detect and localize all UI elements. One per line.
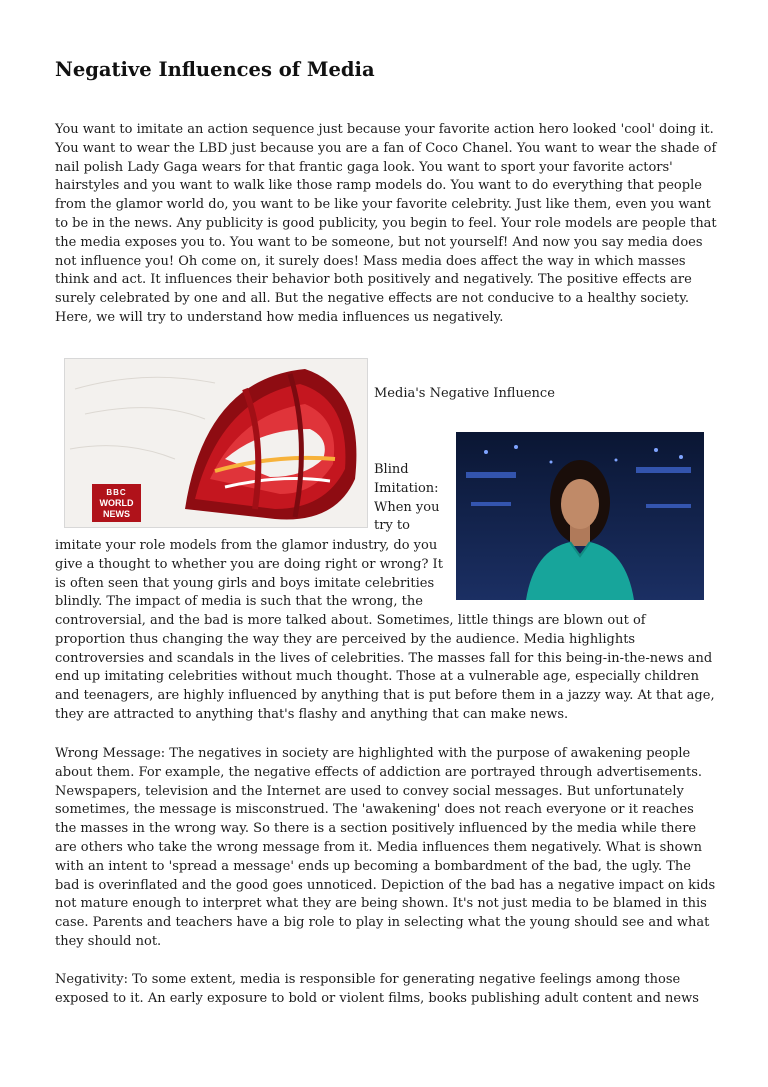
bbc-logo bbox=[92, 484, 141, 522]
blind-imitation-paragraph: controversial, and the bad is more talked about. Sometimes, little things are blown out of proportion thus changing the way they are perceived by the audience. Media highlights controversies and scandals in the lives of celebrities. The masses fall for this being-in-the-news and end up imitating celebrities without much thought. Those at a vulnerable age, especially children and teenagers, are highly influenced by anything that is put before them in a jazzy way. At that age, they are attracted to anything that's flashy and anything that can make news. bbox=[55, 613, 715, 722]
page-title: Negative Influences of Media bbox=[55, 58, 375, 81]
bbc-logo-line1: BBC bbox=[106, 488, 127, 497]
wrong-message-paragraph: Wrong Message: The negatives in society are highlighted with the purpose of awakening people about them. For example, the negative effects of addiction are portrayed through advertisements. Newspapers, television and the Internet are used to convey social messages. But unfortunately sometimes, the message is misconstrued. The 'awakening' does not reach everyone or it reaches the masses in the wrong way. So there is a section positively influenced by the media while there are others who take the wrong message from it. Media influences them negatively. What is shown with an intent to 'spread a message' ends up becoming a bombardment of the bad, the ugly. The bad is overinflated and the good goes unnoticed. Depiction of the bad has a negative impact on kids not mature enough to interpret what they are being shown. It's not just media to be blamed in this case. Parents and teachers have a big role to play in selecting what the young should see and what they should not. bbox=[55, 746, 716, 949]
image-caption: Media's Negative Influence bbox=[374, 386, 555, 401]
bbc-logo-line3: NEWS bbox=[103, 509, 130, 519]
blind-imitation-wrap: imitate your role models from the glamor industry, do you give a thought to whether you are doing right or wrong? It is often seen that young girls and boys imitate celebrities blindly. The impact of media is such that the wrong, the bbox=[55, 538, 443, 610]
news-anchor-graphic bbox=[456, 432, 704, 600]
news-anchor-image bbox=[456, 432, 704, 600]
intro-paragraph: You want to imitate an action sequence just because your favorite action hero looked 'cool' doing it. You want to wear the LBD just because you are a fan of Coco Chanel. You want to wear the shade of nail polish Lady Gaga wears for that frantic gaga look. You want to sport your favorite actors' hairstyles and you want to walk like those ramp models do. You want to do everything that people from the glamor world do, you want to be like your favorite celebrity. Just like them, even you want to be in the news. Any publicity is good publicity, you begin to feel. Your role models are people that the media exposes you to. You want to be someone, but not yourself! And now you say media does not influence you! Oh come on, it surely does! Mass media does affect the way in which masses think and act. It influences their behavior both positively and negatively. The positive effects are surely celebrated by one and all. But the negative effects are not conducive to a healthy society. Here, we will try to understand how media influences us negatively. bbox=[55, 122, 717, 325]
negativity-paragraph: Negativity: To some extent, media is responsible for generating negative feelings among those exposed to it. An early exposure to bold or violent films, books publishing adult content and news bbox=[55, 972, 699, 1006]
blind-imitation-intro: Blind Imitation: When you try to bbox=[374, 462, 440, 534]
bbc-world-news-image bbox=[64, 358, 368, 528]
bbc-logo-line2: WORLD bbox=[99, 498, 134, 508]
